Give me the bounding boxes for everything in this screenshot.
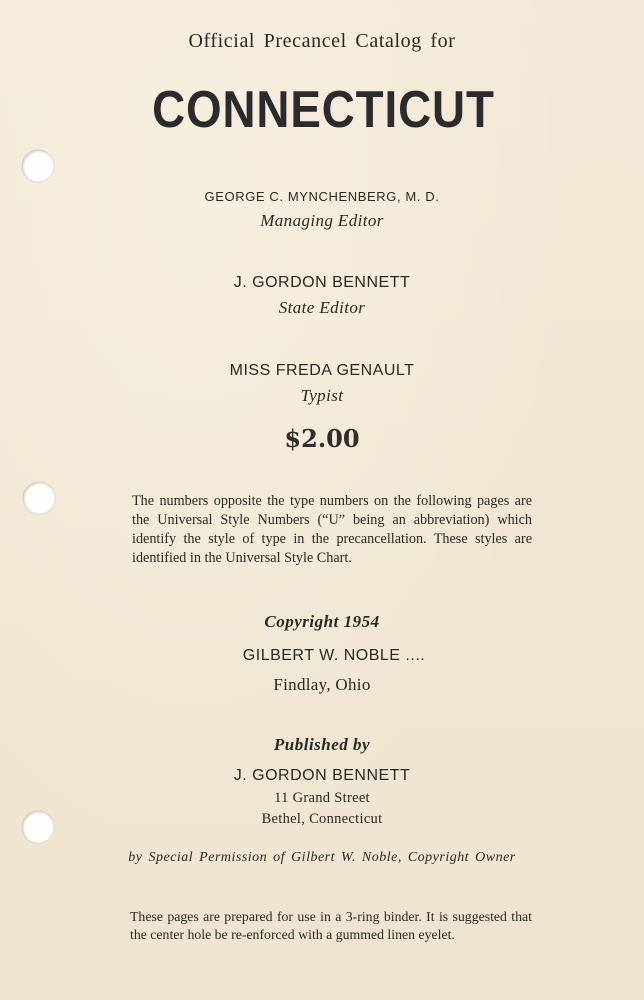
catalog-subtitle: Official Precancel Catalog for — [188, 30, 456, 52]
binder-hole-center — [23, 482, 55, 514]
binder-hole-top — [22, 150, 54, 182]
style-numbers-note: The numbers opposite the type numbers on the following pages are the Universal Style Numbers (“U” being an abbreviation) which identify the style of type in the precancellation. These styles are identified in the Universal Style Chart. — [132, 493, 532, 566]
typist-role: Typist — [300, 386, 344, 405]
published-by-label: Published by — [273, 735, 371, 754]
publisher-name: J. GORDON BENNETT — [233, 767, 411, 784]
copyright-location: Findlay, Ohio — [273, 675, 371, 694]
copyright-label: Copyright 1954 — [264, 612, 380, 631]
publisher-city: Bethel, Connecticut — [261, 811, 383, 827]
managing-editor-name: GEORGE C. MYNCHENBERG, M. D. — [204, 189, 440, 204]
page-title: CONNECTICUT — [152, 81, 495, 139]
publisher-street: 11 Grand Street — [274, 790, 370, 806]
state-editor-name: J. GORDON BENNETT — [233, 274, 411, 291]
typist-name: MISS FREDA GENAULT — [229, 362, 415, 379]
price: $2.00 — [284, 424, 360, 453]
binder-note: These pages are prepared for use in a 3-ring binder. It is suggested that the center hole be re-enforced with a gummed linen eyelet. — [130, 909, 532, 942]
managing-editor-role: Managing Editor — [260, 211, 384, 230]
permission-line: by Special Permission of Gilbert W. Noble, Copyright Owner — [128, 850, 516, 865]
state-editor-role: State Editor — [278, 298, 366, 317]
copyright-holder: GILBERT W. NOBLE .... — [242, 647, 426, 664]
